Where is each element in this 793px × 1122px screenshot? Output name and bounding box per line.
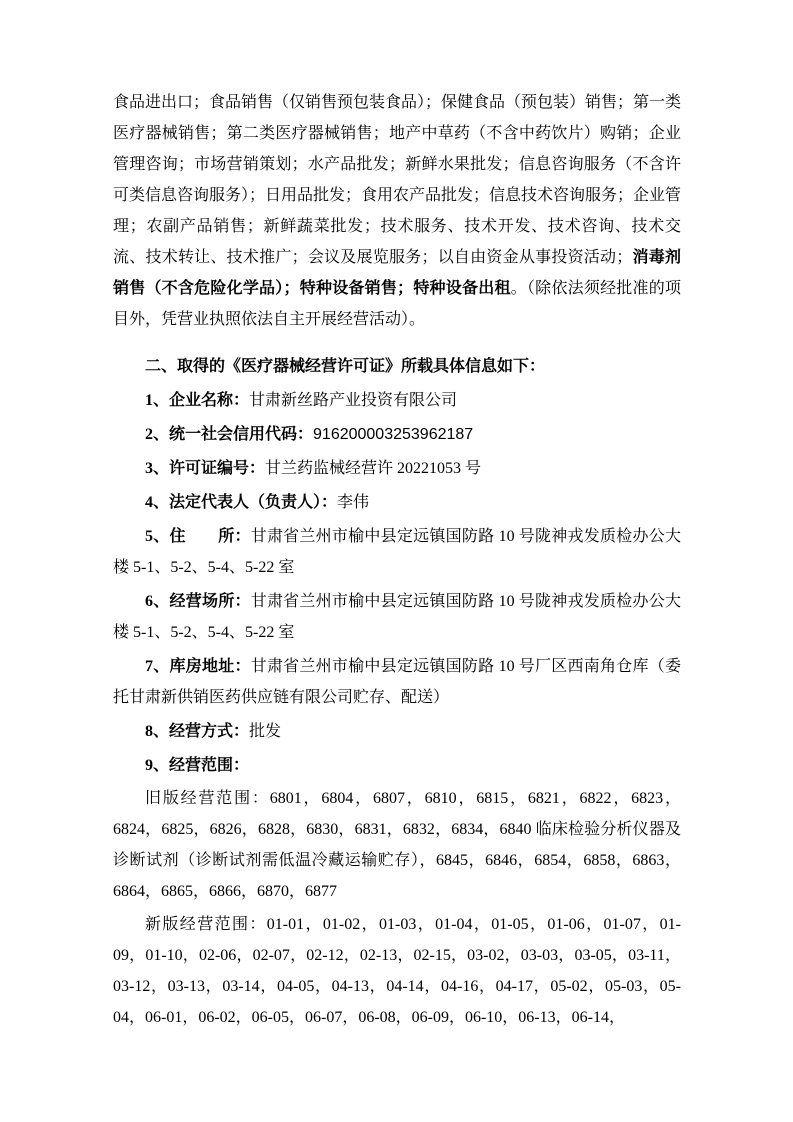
item-business-mode-label: 8、经营方式：: [145, 723, 250, 740]
scope-text-normal-2: 。（除依法须经批准的项目外，凭营业执照依法自主开展经营活动）。: [113, 280, 681, 328]
item-legal-representative-value: 李伟: [337, 494, 370, 511]
item-credit-code-value: 916200003253962187: [313, 426, 474, 443]
item-business-mode-value: 批发: [249, 723, 282, 740]
item-warehouse-address-value: 甘肃省兰州市榆中县定远镇国防路 10 号厂区西南角仓库（委托甘肃新供销医药供应链有限公司贮存、配送）: [113, 658, 681, 706]
item-residence-value: 甘肃省兰州市榆中县定远镇国防路 10 号陇神戎发质检办公大楼 5-1、5-2、5-4、5-22 室: [113, 528, 681, 576]
scope-text-bold: 消毒剂销售（不含危险化学品）；特种设备销售；特种设备出租: [113, 249, 681, 297]
item-residence: [113, 521, 681, 583]
item-license-number: [113, 453, 681, 484]
item-business-scope-label: 9、经营范围：: [145, 757, 250, 774]
item-legal-representative: [113, 487, 681, 518]
item-business-premises: [113, 586, 681, 648]
item-residence-label: 5、住 所：: [145, 528, 251, 545]
business-scope-continuation-paragraph: [113, 87, 681, 335]
item-legal-representative-label: 4、法定代表人（负责人）：: [145, 494, 338, 511]
item-business-premises-label: 6、经营场所：: [145, 593, 251, 610]
item-license-number-label: 3、许可证编号：: [145, 460, 266, 477]
item-credit-code-label: 2、统一社会信用代码：: [145, 426, 314, 443]
item-business-scope: [113, 750, 681, 781]
new-version-scope-paragraph: 新版经营范围：01-01，01-02，01-03，01-04，01-05，01-06，01-07，01-09，01-10，02-06，02-07，02-12，02-13，02-15，03-02，03-03，03-05，03-11，03-12，03-13，03-14，04-05，04-13，04-14，04-16，04-17，05-02，05-03，05-04，06-01，06-02，06-05，06-07，06-08，06-09，06-10，06-13，06-14，: [113, 916, 681, 1026]
item-company-name: [113, 385, 681, 416]
item-business-premises-value: 甘肃省兰州市榆中县定远镇国防路 10 号陇神戎发质检办公大楼 5-1、5-2、5-4、5-22 室: [113, 593, 681, 641]
section-heading: 二、取得的《医疗器械经营许可证》所载具体信息如下：: [145, 358, 546, 375]
item-company-name-value: 甘肃新丝路产业投资有限公司: [249, 392, 458, 409]
item-warehouse-address-label: 7、库房地址：: [145, 658, 251, 675]
scope-text-normal-1: 食品进出口；食品销售（仅销售预包装食品）；保健食品（预包装）销售；第一类医疗器械销售；第二类医疗器械销售；地产中草药（不含中药饮片）购销；企业管理咨询；市场营销策划；水产品批发；新鲜水果批发；信息咨询服务（不含许可类信息咨询服务）；日用品批发；食用农产品批发；信息技术咨询服务；企业管理；农副产品销售；新鲜蔬菜批发；技术服务、技术开发、技术咨询、技术交流、技术转让、技术推广；会议及展览服务；以自由资金从事投资活动；: [113, 94, 682, 266]
item-credit-code: [113, 419, 681, 450]
item-business-mode: [113, 716, 681, 747]
item-license-number-value: 甘兰药监械经营许 20221053 号: [265, 460, 482, 477]
item-company-name-label: 1、企业名称：: [145, 392, 250, 409]
old-version-scope-paragraph: 旧版经营范围：6801，6804，6807，6810，6815，6821，6822，6823，6824，6825，6826，6828，6830，6831，6832，6834，6840 临床检验分析仪器及诊断试剂（诊断试剂需低温冷藏运输贮存），6845，6846，6854，6858，6863，6864，6865，6866，6870，6877: [113, 790, 681, 900]
item-warehouse-address: [113, 651, 681, 713]
